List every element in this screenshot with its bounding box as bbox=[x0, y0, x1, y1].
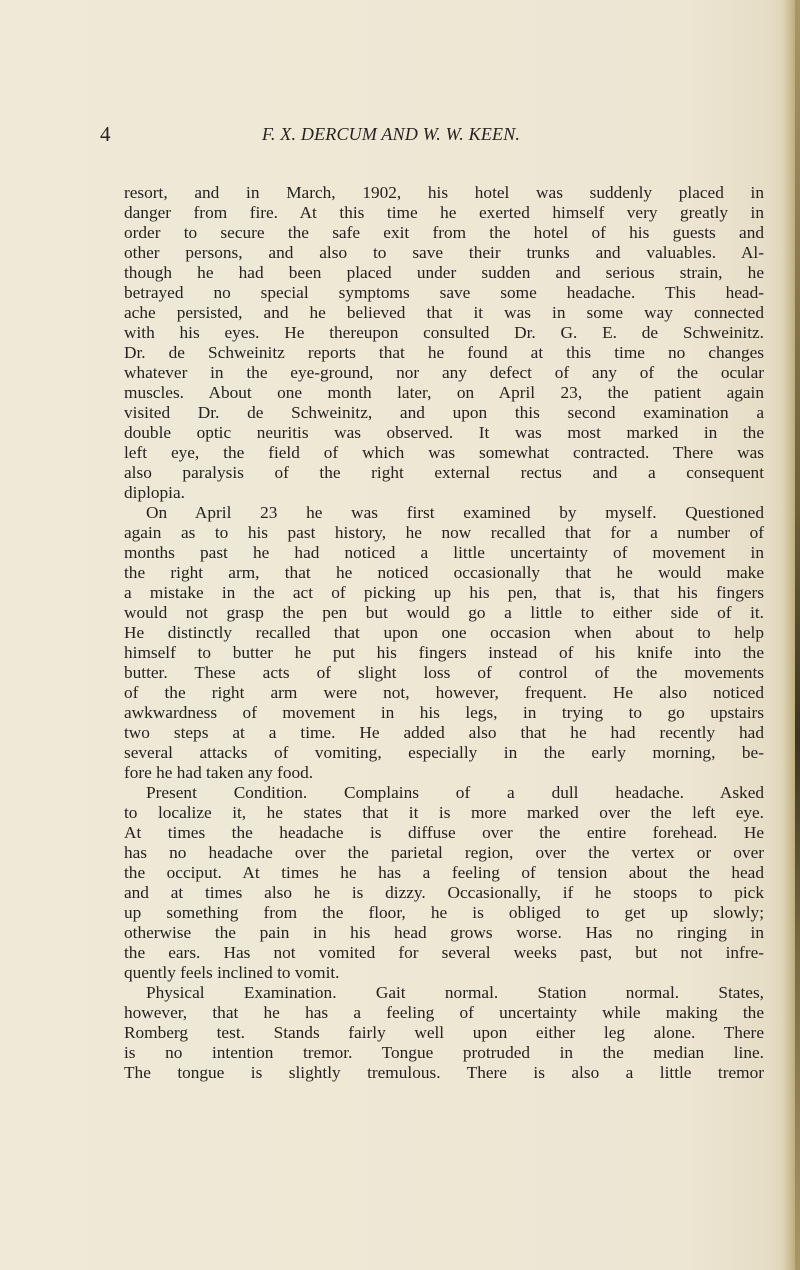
text-line: double optic neuritis was observed. It was most marked in the bbox=[124, 423, 764, 442]
text-line: the ears. Has not vomited for several weeks past, but not infre- bbox=[124, 943, 764, 962]
text-line: also paralysis of the right external rectus and a consequent bbox=[124, 463, 764, 482]
text-line: to localize it, he states that it is more marked over the left eye. bbox=[124, 803, 764, 822]
text-line: has no headache over the parietal region, over the vertex or over bbox=[124, 843, 764, 862]
text-line: Romberg test. Stands fairly well upon either leg alone. There bbox=[124, 1023, 764, 1042]
text-line: the right arm, that he noticed occasionally that he would make bbox=[124, 563, 764, 582]
text-line: is no intention tremor. Tongue protruded in the median line. bbox=[124, 1043, 764, 1062]
text-line: Dr. de Schweinitz reports that he found at this time no changes bbox=[124, 343, 764, 362]
text-line: other persons, and also to save their trunks and valuables. Al- bbox=[124, 243, 764, 262]
text-line: the occiput. At times he has a feeling of tension about the head bbox=[124, 863, 764, 882]
text-line: At times the headache is diffuse over the entire forehead. He bbox=[124, 823, 764, 842]
page-edge-binding bbox=[795, 0, 800, 1270]
text-line: fore he had taken any food. bbox=[124, 763, 314, 782]
text-line: up something from the floor, he is obliged to get up slowly; bbox=[124, 903, 764, 922]
body-text bbox=[124, 183, 764, 1083]
text-line: Physical Examination. Gait normal. Station normal. States, bbox=[146, 983, 764, 1002]
text-line: visited Dr. de Schweinitz, and upon this second examination a bbox=[124, 403, 764, 422]
text-line: with his eyes. He thereupon consulted Dr. G. E. de Schweinitz. bbox=[124, 323, 764, 342]
text-line: On April 23 he was first examined by myself. Questioned bbox=[146, 503, 764, 522]
text-line: He distinctly recalled that upon one occasion when about to help bbox=[124, 623, 764, 642]
text-line: though he had been placed under sudden and serious strain, he bbox=[124, 263, 764, 282]
text-line: danger from fire. At this time he exerted himself very greatly in bbox=[124, 203, 764, 222]
text-line: whatever in the eye-ground, nor any defect of any of the ocular bbox=[124, 363, 764, 382]
text-line: left eye, the field of which was somewhat contracted. There was bbox=[124, 443, 764, 462]
text-line: of the right arm were not, however, frequent. He also noticed bbox=[124, 683, 764, 702]
text-line: quently feels inclined to vomit. bbox=[124, 963, 340, 982]
text-line: however, that he has a feeling of uncertainty while making the bbox=[124, 1003, 764, 1022]
text-line: muscles. About one month later, on April 23, the patient again bbox=[124, 383, 764, 402]
page-header bbox=[100, 122, 740, 152]
page-number: 4 bbox=[100, 122, 111, 146]
text-line: resort, and in March, 1902, his hotel was suddenly placed in bbox=[124, 183, 764, 202]
text-line: months past he had noticed a little uncertainty of movement in bbox=[124, 543, 764, 562]
text-line: ache persisted, and he believed that it was in some way connected bbox=[124, 303, 764, 322]
text-line: several attacks of vomiting, especially in the early morning, be- bbox=[124, 743, 764, 762]
text-line: Present Condition. Complains of a dull headache. Asked bbox=[146, 783, 764, 802]
text-line: a mistake in the act of picking up his pen, that is, that his fingers bbox=[124, 583, 764, 602]
text-line: himself to butter he put his fingers instead of his knife into the bbox=[124, 643, 764, 662]
text-line: betrayed no special symptoms save some headache. This head- bbox=[124, 283, 764, 302]
running-head: F. X. DERCUM AND W. W. KEEN. bbox=[262, 124, 521, 144]
text-line: again as to his past history, he now recalled that for a number of bbox=[124, 523, 764, 542]
text-line: order to secure the safe exit from the hotel of his guests and bbox=[124, 223, 764, 242]
text-line: otherwise the pain in his head grows worse. Has no ringing in bbox=[124, 923, 764, 942]
text-line: diplopia. bbox=[124, 483, 185, 502]
text-line: would not grasp the pen but would go a little to either side of it. bbox=[124, 603, 764, 622]
text-line: The tongue is slightly tremulous. There is also a little tremor bbox=[124, 1063, 764, 1082]
text-line: awkwardness of movement in his legs, in trying to go upstairs bbox=[124, 703, 764, 722]
text-line: and at times also he is dizzy. Occasionally, if he stoops to pick bbox=[124, 883, 764, 902]
text-line: butter. These acts of slight loss of control of the movements bbox=[124, 663, 764, 682]
text-line: two steps at a time. He added also that he had recently had bbox=[124, 723, 764, 742]
